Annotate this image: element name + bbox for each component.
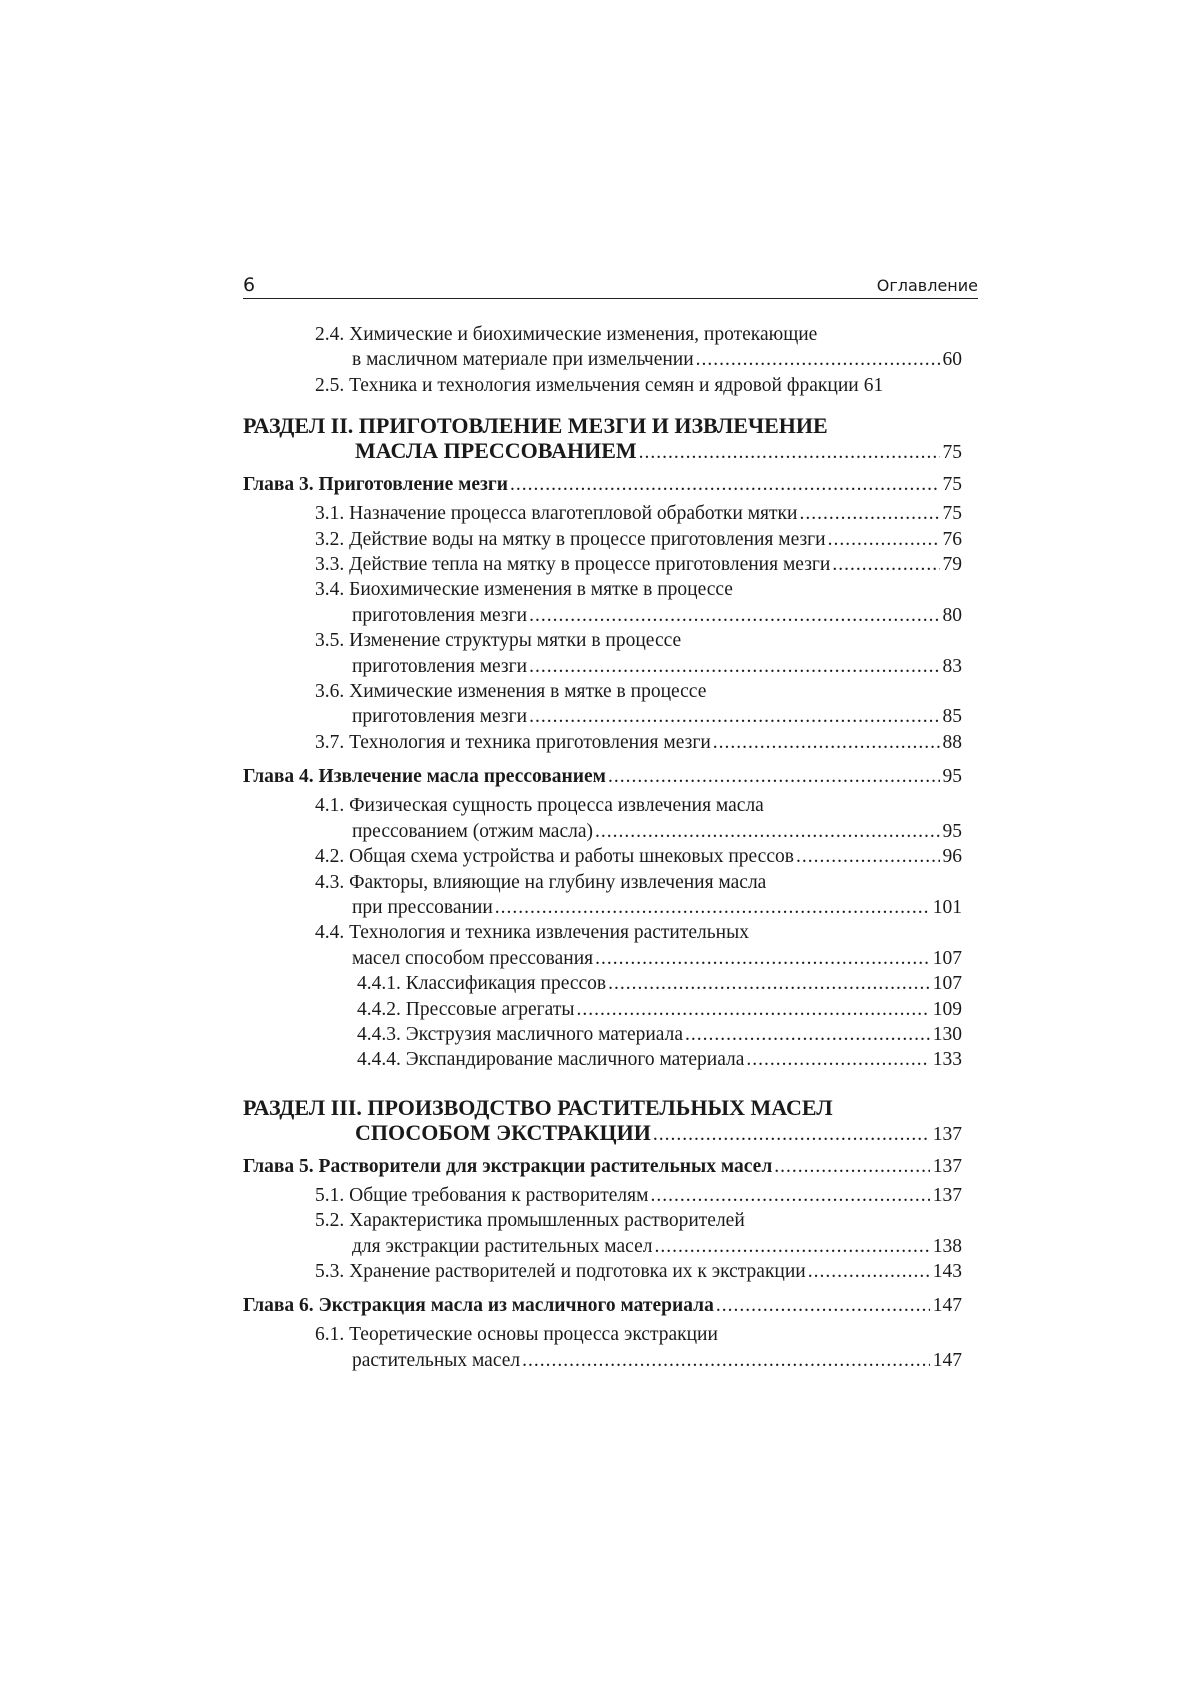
toc-entry — [243, 577, 978, 628]
chapter-title: Глава 5. Растворители для экстракции растительных масел — [243, 1155, 773, 1177]
leader-dots — [595, 819, 940, 844]
toc-entry-title: растительных масел — [352, 1349, 521, 1371]
chapter-title: Глава 6. Экстракция масла из масличного материала — [243, 1295, 714, 1317]
leader-dots — [608, 971, 930, 996]
leader-dots — [639, 440, 940, 465]
toc-page-number: 137 — [932, 1184, 962, 1206]
toc-page-number: 61 — [863, 374, 884, 396]
toc-entry-title: 4.4.2. Прессовые агрегаты — [357, 998, 575, 1020]
page-number: 6 — [243, 274, 256, 296]
leader-dots — [746, 1047, 929, 1072]
toc-entry — [243, 1259, 978, 1284]
toc-page-number: 60 — [942, 349, 962, 371]
leader-dots — [716, 1293, 930, 1318]
toc-chapter-heading — [243, 764, 978, 789]
toc-entry — [243, 552, 978, 577]
toc-entry-title: 4.3. Факторы, влияющие на глубину извлечения масла — [315, 871, 767, 893]
toc-chapter-heading — [243, 1293, 978, 1318]
toc-page-number: 76 — [942, 528, 962, 550]
leader-dots — [808, 1259, 930, 1284]
toc-page-number: 147 — [932, 1349, 962, 1371]
toc-entry-title: 3.7. Технология и техника приготовления мезги — [315, 731, 711, 753]
running-title: Оглавление — [876, 276, 978, 295]
leader-dots — [828, 527, 940, 552]
toc-entry-title: 6.1. Теоретические основы процесса экстракции — [315, 1324, 718, 1346]
toc-entry — [243, 322, 978, 373]
toc-entry — [243, 1208, 978, 1259]
toc-entry — [243, 679, 978, 730]
toc-subentry — [243, 971, 978, 996]
toc-chapter-heading — [243, 472, 978, 497]
page-header — [243, 268, 978, 299]
toc-page-number: 143 — [932, 1260, 962, 1282]
chapter-title: Глава 3. Приготовление мезги — [243, 474, 508, 496]
toc-page-number: 107 — [932, 947, 962, 969]
toc-page-number: 95 — [942, 766, 962, 788]
toc-entry-title: приготовления мезги — [352, 604, 528, 626]
leader-dots — [529, 704, 939, 729]
leader-dots — [713, 730, 940, 755]
toc-entry-title: 4.4.4. Экспандирование масличного материала — [357, 1049, 745, 1071]
toc-section-heading — [243, 1095, 978, 1147]
leader-dots — [654, 1234, 929, 1259]
toc-page-number: 138 — [932, 1235, 962, 1257]
toc-page-number: 85 — [942, 706, 962, 728]
section-title: СПОСОБОМ ЭКСТРАКЦИИ — [355, 1119, 651, 1145]
leader-dots — [774, 1154, 929, 1179]
toc-page-number: 79 — [942, 554, 962, 576]
toc-entry-title: 3.1. Назначение процесса влаготепловой обработки мятки — [315, 503, 798, 525]
leader-dots — [832, 552, 939, 577]
toc-entry-title: 5.2. Характеристика промышленных растворителей — [315, 1210, 745, 1232]
toc-page-number: 96 — [942, 846, 962, 868]
toc-page-number: 109 — [932, 998, 962, 1020]
leader-dots — [696, 347, 940, 372]
leader-dots — [685, 1022, 930, 1047]
toc-entry-title: 3.2. Действие воды на мятку в процессе приготовления мезги — [315, 528, 826, 550]
section-title: РАЗДЕЛ II. ПРИГОТОВЛЕНИЕ МЕЗГИ И ИЗВЛЕЧЕНИЕ — [243, 413, 828, 439]
toc-page-number: 88 — [942, 731, 962, 753]
toc-entry — [243, 1322, 978, 1373]
toc-chapter-heading — [243, 1154, 978, 1179]
toc-entry-title: в масличном материале при измельчении — [352, 349, 694, 371]
table-of-contents — [243, 322, 978, 1373]
toc-section-heading — [243, 413, 978, 465]
toc-entry — [243, 920, 978, 971]
toc-page-number: 137 — [932, 1155, 962, 1177]
leader-dots — [608, 764, 940, 789]
toc-page-number: 107 — [932, 973, 962, 995]
section-title: РАЗДЕЛ III. ПРОИЗВОДСТВО РАСТИТЕЛЬНЫХ МАСЕЛ — [243, 1094, 833, 1120]
toc-page-number: 101 — [932, 896, 962, 918]
toc-entry — [243, 793, 978, 844]
toc-page-number: 130 — [932, 1023, 962, 1045]
toc-subentry — [243, 1047, 978, 1072]
toc-entry — [243, 527, 978, 552]
leader-dots — [495, 895, 930, 920]
toc-entry-title: 3.3. Действие тепла на мятку в процессе приготовления мезги — [315, 554, 831, 576]
toc-entry-title: 5.3. Хранение растворителей и подготовка их к экстракции — [315, 1260, 806, 1282]
toc-entry-title: масел способом прессования — [352, 947, 594, 969]
toc-entry-title: 4.1. Физическая сущность процесса извлечения масла — [315, 795, 764, 817]
toc-page-number: 133 — [932, 1049, 962, 1071]
toc-page-number: 75 — [942, 442, 962, 464]
toc-entry — [243, 501, 978, 526]
toc-page-number: 75 — [942, 474, 962, 496]
toc-entry — [243, 373, 978, 398]
toc-entry-title: прессованием (отжим масла) — [352, 820, 593, 842]
toc-entry-title: 4.4.3. Экструзия масличного материала — [357, 1023, 683, 1045]
toc-entry-title: приготовления мезги — [352, 655, 528, 677]
toc-entry — [243, 628, 978, 679]
toc-entry-title: 4.4. Технология и техника извлечения растительных — [315, 922, 749, 944]
leader-dots — [653, 1122, 930, 1147]
toc-entry-title: для экстракции растительных масел — [352, 1235, 653, 1257]
leader-dots — [510, 472, 940, 497]
toc-entry-title: приготовления мезги — [352, 706, 528, 728]
leader-dots — [576, 997, 929, 1022]
leader-dots — [799, 501, 939, 526]
toc-entry-title: 3.6. Химические изменения в мятке в процессе — [315, 681, 707, 703]
leader-dots — [650, 1183, 929, 1208]
toc-page-number: 95 — [942, 820, 962, 842]
toc-entry-title: 3.5. Изменение структуры мятки в процессе — [315, 630, 682, 652]
leader-dots — [796, 844, 940, 869]
toc-entry — [243, 1183, 978, 1208]
toc-subentry — [243, 997, 978, 1022]
leader-dots — [529, 603, 939, 628]
toc-entry-title: 4.2. Общая схема устройства и работы шнековых прессов — [315, 846, 794, 868]
toc-entry-title: при прессовании — [352, 896, 493, 918]
leader-dots — [595, 946, 930, 971]
toc-entry — [243, 730, 978, 755]
toc-page-number: 75 — [942, 503, 962, 525]
toc-page-number: 80 — [942, 604, 962, 626]
leader-dots — [529, 654, 939, 679]
toc-entry-title: 2.5. Техника и технология измельчения семян и ядровой фракции — [315, 374, 859, 396]
leader-dots — [522, 1348, 930, 1373]
section-title: МАСЛА ПРЕССОВАНИЕМ — [355, 438, 637, 464]
toc-page-number: 137 — [932, 1123, 962, 1145]
toc-page-number: 83 — [942, 655, 962, 677]
toc-entry-title: 3.4. Биохимические изменения в мятке в процессе — [315, 579, 733, 601]
toc-entry — [243, 870, 978, 921]
toc-subentry — [243, 1022, 978, 1047]
toc-entry-title: 2.4. Химические и биохимические изменения, протекающие — [315, 324, 818, 345]
toc-entry-title: 4.4.1. Классификация прессов — [357, 973, 607, 995]
toc-entry — [243, 844, 978, 869]
chapter-title: Глава 4. Извлечение масла прессованием — [243, 766, 606, 788]
toc-entry-title: 5.1. Общие требования к растворителям — [315, 1184, 649, 1206]
toc-page-number: 147 — [932, 1295, 962, 1317]
